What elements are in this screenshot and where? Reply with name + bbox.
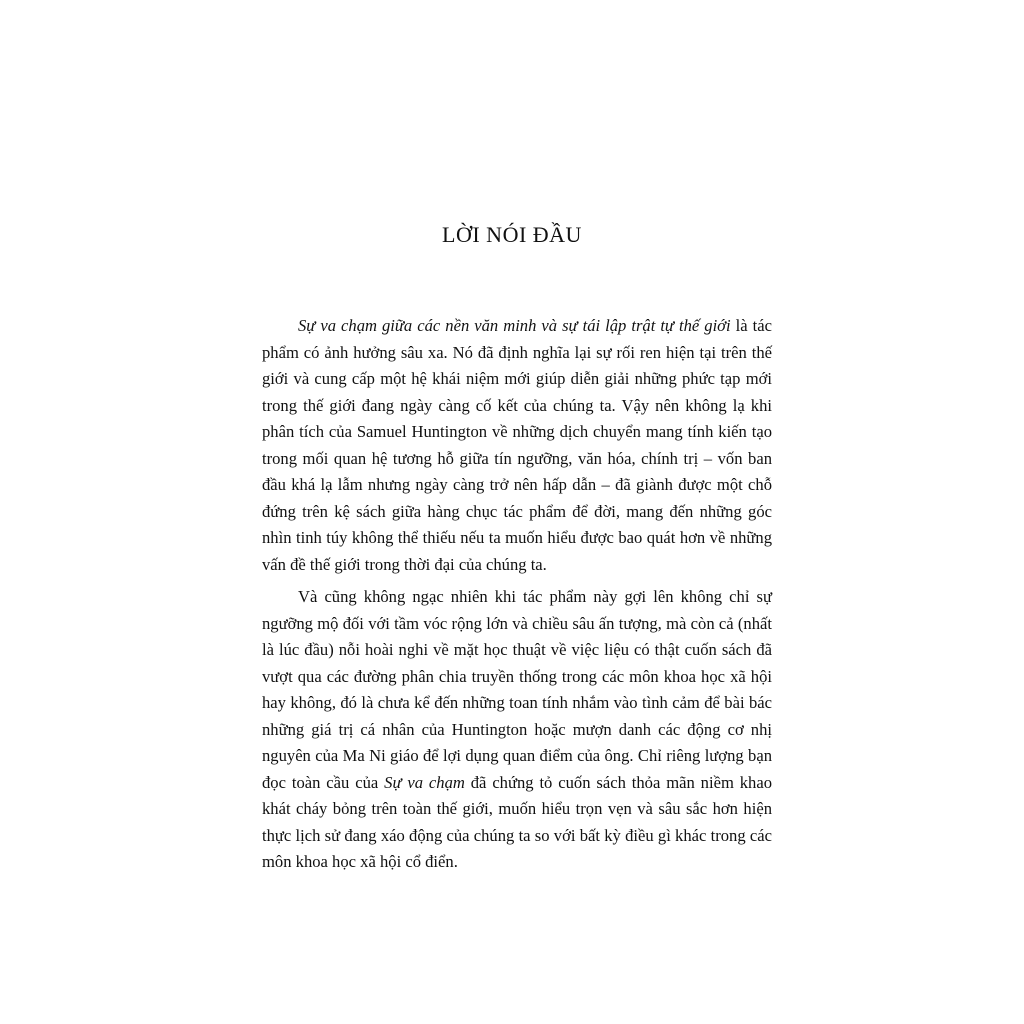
paragraph-1-italic-lead: Sự va chạm giữa các nền văn minh và sự tái lập trật tự thế giới	[298, 316, 731, 335]
paragraph-2-text-before: Và cũng không ngạc nhiên khi tác phẩm này gợi lên không chỉ sự ngưỡng mộ đối với tầm vóc rộng lớn và chiều sâu ấn tượng, mà còn cả (nhất là lúc đầu) nỗi hoài nghi về mặt học thuật về việc liệu có thật cuốn sách đã vượt qua các đường phân chia truyền thống trong các môn khoa học xã hội hay không, đó là chưa kể đến những toan tính nhắm vào tình cảm để bài bác những giá trị cá nhân của Huntington hoặc mượn danh các động cơ nhị nguyên của Ma Ni giáo để lợi dụng quan điểm của ông. Chỉ riêng lượng bạn đọc toàn cầu của	[262, 587, 772, 792]
paragraph-2-italic-title: Sự va chạm	[384, 772, 465, 792]
page-title: LỜI NÓI ĐẦU	[442, 222, 582, 247]
paragraph-2-text-after: đã chứng tỏ cuốn sách thỏa mãn niềm khao khát cháy bỏng trên toàn thế giới, muốn hiểu trọn vẹn và sâu sắc hơn hiện thực lịch sử đang xáo động của chúng ta so với bất kỳ điều gì khác trong các môn khoa học xã hội cổ điển.	[262, 772, 772, 871]
body-text	[262, 313, 772, 876]
paragraph-1	[262, 313, 772, 578]
paragraph-1-text: là tác phẩm có ảnh hưởng sâu xa. Nó đã định nghĩa lại sự rối ren hiện tại trên thế giới và cung cấp một hệ khái niệm mới giúp diễn giải những phức tạp mới trong thế giới đang ngày càng cố kết của chúng ta. Vậy nên không lạ khi phân tích của Samuel Huntington về những dịch chuyển mang tính kiến tạo trong mối quan hệ tương hỗ giữa tín ngưỡng, văn hóa, chính trị – vốn ban đầu khá lạ lẫm nhưng ngày càng trở nên hấp dẫn – đã giành được một chỗ đứng trên kệ sách giữa hàng chục tác phẩm để đời, mang đến những góc nhìn tinh túy không thể thiếu nếu ta muốn hiểu được bao quát hơn về những vấn đề thế giới trong thời đại của chúng ta.	[262, 316, 772, 574]
paragraph-2	[262, 584, 772, 876]
